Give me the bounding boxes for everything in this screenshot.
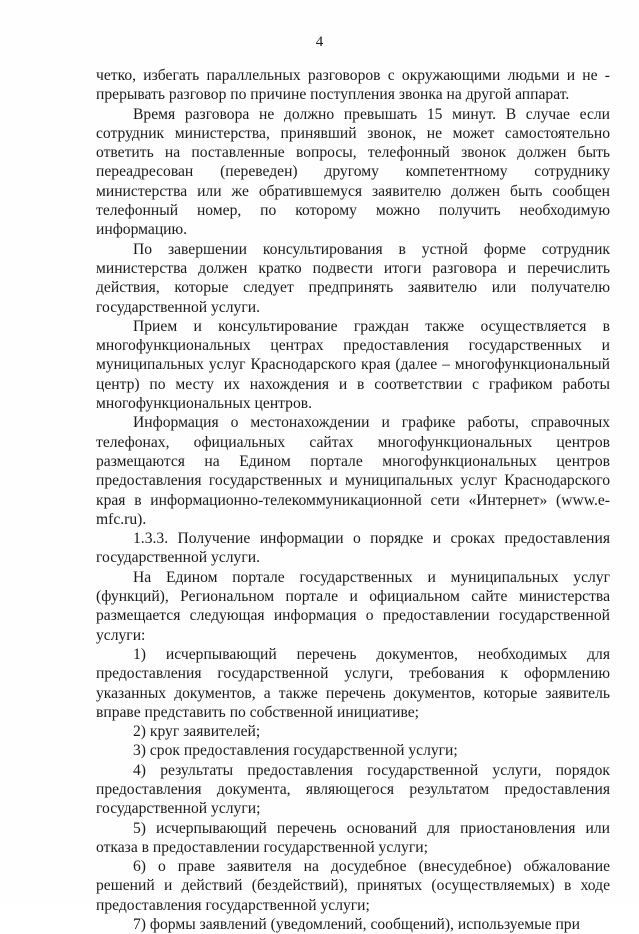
list-item-7: 7) формы заявлений (уведомлений, сообщений), используемые при bbox=[133, 916, 580, 934]
list-item-5: 5) исчерпывающий перечень оснований для приостановления или отказа в предоставлении государственной услуги; bbox=[96, 819, 610, 856]
paragraph-consultation-summary: По завершении консультирования в устной форме сотрудник министерства должен кратко подвести итоги разговора и перечислить действия, которые следует предпринять заявителю или получателю государственной услуги. bbox=[96, 240, 610, 316]
paragraph-portal-information: На Едином портале государственных и муниципальных услуг (функций), Региональном портале и официальном сайте министерства размещается следующая информация о предоставлении государственной услуги: bbox=[96, 568, 610, 644]
list-item-2: 2) круг заявителей; bbox=[133, 723, 261, 741]
list-item-4: 4) результаты предоставления государственной услуги, порядок предоставления документа, являющегося результатом предоставления государственной услуги; bbox=[96, 761, 610, 818]
paragraph-mfc-reception: Прием и консультирование граждан также осуществляется в многофункциональных центрах предоставления государственных и муниципальных услуг Краснодарского края (далее – многофункциональный центр) по месту их нахождения и в соответствии с графиком работы многофункциональных центров. bbox=[96, 317, 610, 413]
section-heading-1-3-3: 1.3.3. Получение информации о порядке и сроках предоставления государственной услуги. bbox=[96, 530, 610, 567]
paragraph-mfc-information: Информация о местонахождении и графике работы, справочных телефонах, официальных сайтах многофункциональных центров размещаются на Едином портале многофункциональных центров предоставления государственных и муниципальных услуг Краснодарского края в информационно-телекоммуникационной сети «Интернет» (www.e-mfc.ru). bbox=[96, 414, 610, 528]
document-body bbox=[96, 66, 610, 934]
paragraph-call-duration: Время разговора не должно превышать 15 минут. В случае если сотрудник министерства, принявший звонок, не может самостоятельно ответить на поставленные вопросы, телефонный звонок должен быть переадресован (переведен) другому компетентному сотруднику министерства или же обратившемуся заявителю должен быть сообщен телефонный номер, по которому можно получить необходимую информацию. bbox=[96, 105, 610, 239]
page-number: 4 bbox=[315, 34, 324, 50]
paragraph-continuation: четко, избегать параллельных разговоров с окружающими людьми и не - прерывать разговор по причине поступления звонка на другой аппарат. bbox=[96, 67, 610, 104]
list-item-3: 3) срок предоставления государственной услуги; bbox=[133, 742, 458, 760]
list-item-1: 1) исчерпывающий перечень документов, необходимых для предоставления государственной услуги, требования к оформлению указанных документов, а также перечень документов, которые заявитель вправе представить по собственной инициативе; bbox=[96, 645, 610, 721]
list-item-6: 6) о праве заявителя на досудебное (внесудебное) обжалование решений и действий (бездействий), принятых (осуществляемых) в ходе предоставления государственной услуги; bbox=[96, 858, 610, 914]
